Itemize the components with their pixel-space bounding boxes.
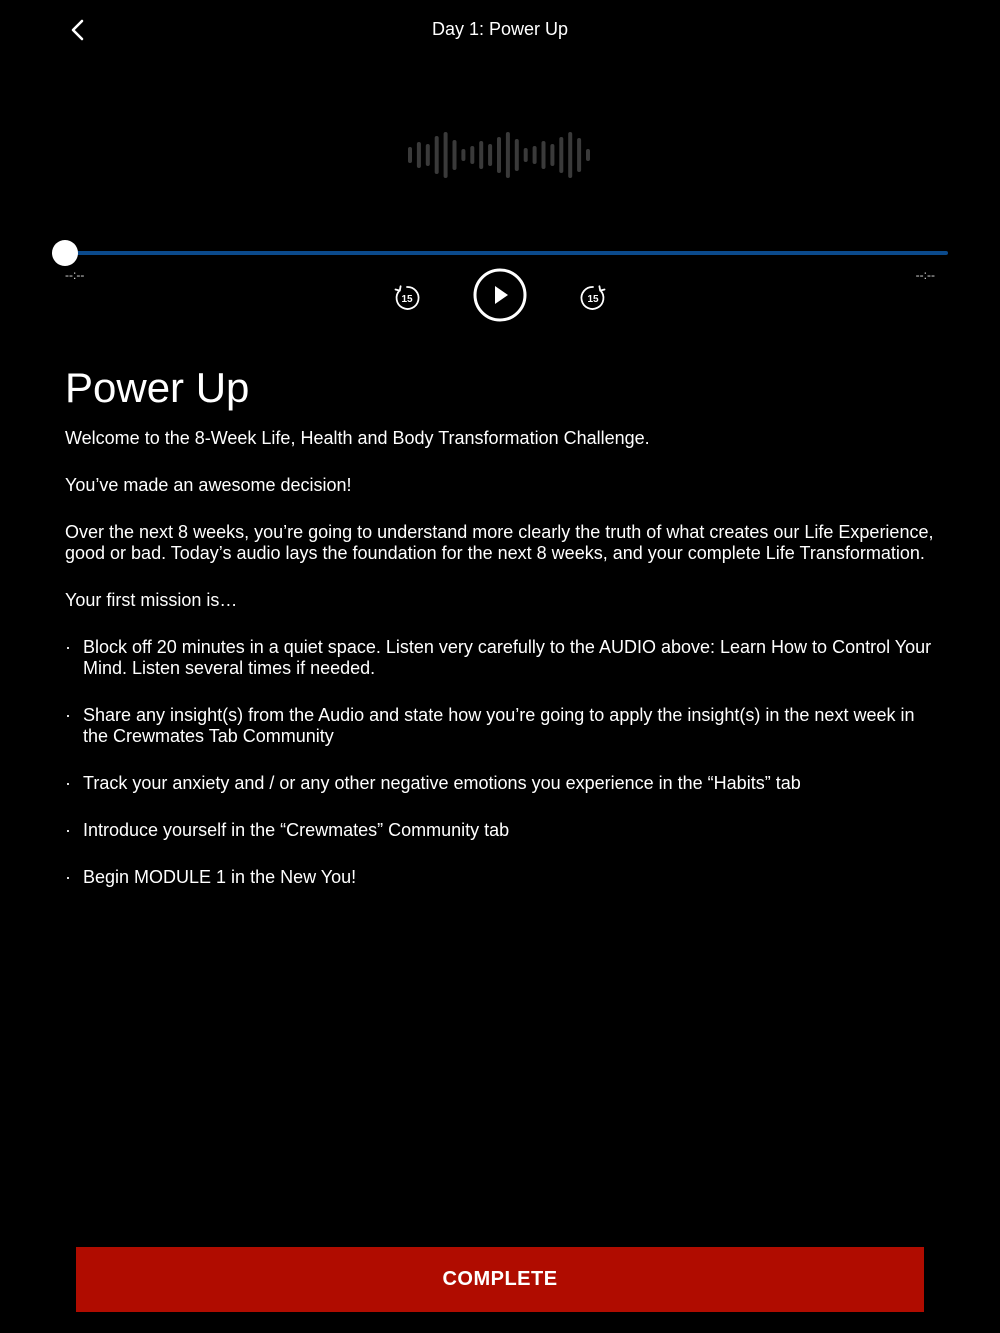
bullet: · <box>65 705 71 725</box>
waveform-bar <box>524 148 528 162</box>
waveform-bar <box>470 146 474 164</box>
list-item <box>65 820 935 841</box>
waveform-bar <box>568 132 572 178</box>
waveform-bar <box>408 147 412 163</box>
waveform-bar <box>453 140 457 170</box>
waveform-bar <box>435 136 439 174</box>
lesson-content <box>65 362 935 914</box>
bullet: · <box>65 820 71 840</box>
progress-thumb[interactable] <box>52 240 78 266</box>
waveform-bar <box>515 139 519 171</box>
waveform-bar <box>577 138 581 172</box>
mission-text: Share any insight(s) from the Audio and state how you’re going to apply the insight(s) in the next week in the Crewmates Tab Community <box>83 705 915 746</box>
skip-forward-15-button[interactable] <box>577 282 609 314</box>
complete-button[interactable]: COMPLETE <box>76 1247 924 1312</box>
list-item <box>65 867 935 888</box>
waveform-bar <box>497 137 501 173</box>
overview-paragraph: Over the next 8 weeks, you’re going to understand more clearly the truth of what creates our Life Experience, good or bad. Today’s audio lays the foundation for the next 8 weeks, and your complete Life Transformation. <box>65 522 934 563</box>
waveform-bar <box>550 144 554 166</box>
waveform-bar <box>542 141 546 169</box>
audio-waveform-icon <box>400 120 600 190</box>
page-title: Day 1: Power Up <box>431 19 569 39</box>
play-icon <box>473 268 527 322</box>
elapsed-time: --:-- <box>65 268 85 282</box>
bullet: · <box>65 637 71 657</box>
waveform-bar <box>586 149 590 161</box>
mission-text: Introduce yourself in the “Crewmates” Community tab <box>83 820 510 840</box>
mission-text: Block off 20 minutes in a quiet space. Listen very carefully to the AUDIO above: Learn How to Control Your Mind. Listen several times if needed. <box>83 637 932 678</box>
remaining-time: --:-- <box>915 268 935 282</box>
rewind-15-icon <box>391 282 423 314</box>
intro-paragraph: Welcome to the 8-Week Life, Health and Body Transformation Challenge. <box>65 428 650 448</box>
waveform-bar <box>479 141 483 169</box>
bullet: · <box>65 773 71 793</box>
waveform-bar <box>461 149 465 161</box>
waveform-bar <box>444 132 448 178</box>
list-item <box>65 637 935 679</box>
waveform-bar <box>426 144 430 166</box>
mission-list <box>65 637 935 888</box>
mission-text: Track your anxiety and / or any other negative emotions you experience in the “Habits” tab <box>83 773 801 793</box>
waveform-bar <box>559 137 563 173</box>
play-button[interactable] <box>473 268 527 322</box>
mission-heading: Your first mission is… <box>65 590 238 610</box>
mission-text: Begin MODULE 1 in the New You! <box>83 867 357 887</box>
forward-15-icon <box>577 282 609 314</box>
list-item <box>65 773 935 794</box>
waveform-bar <box>488 144 492 166</box>
nav-bar <box>0 0 1000 60</box>
decision-paragraph: You’ve made an awesome decision! <box>65 475 352 495</box>
skip-back-label: 15 <box>401 294 413 305</box>
skip-back-15-button[interactable] <box>391 282 423 314</box>
bullet: · <box>65 867 71 887</box>
waveform-bar <box>506 132 510 178</box>
waveform-bar <box>533 146 537 164</box>
skip-forward-label: 15 <box>587 294 599 305</box>
list-item <box>65 705 935 747</box>
lesson-title: Power Up <box>65 364 250 411</box>
waveform-bar <box>417 142 421 168</box>
progress-slider[interactable] <box>65 251 948 255</box>
